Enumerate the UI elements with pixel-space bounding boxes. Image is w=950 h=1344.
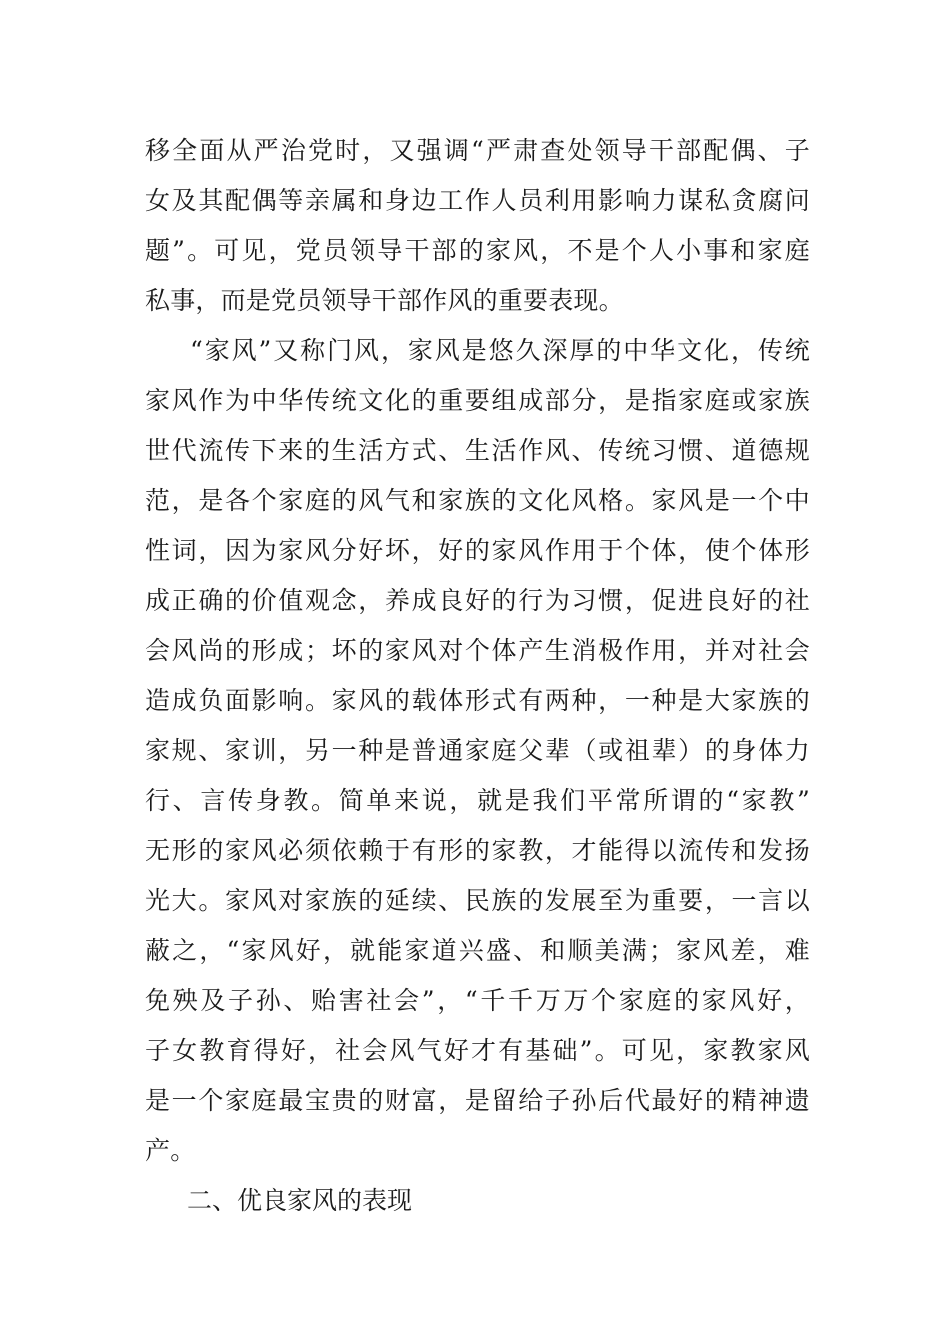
- paragraph-line: 蔽之，“家风好，就能家道兴盛、和顺美满；家风差，难: [145, 936, 810, 965]
- paragraph-line: 产。: [145, 1136, 196, 1165]
- paragraph-line: 成正确的价值观念，养成良好的行为习惯，促进良好的社: [145, 586, 810, 615]
- paragraph-line: 家规、家训，另一种是普通家庭父辈（或祖辈）的身体力: [145, 736, 810, 765]
- paragraph-line: 会风尚的形成；坏的家风对个体产生消极作用，并对社会: [145, 636, 810, 665]
- paragraph-line: 光大。家风对家族的延续、民族的发展至为重要，一言以: [145, 886, 810, 915]
- paragraph-line: 移全面从严治党时，又强调“严肃查处领导干部配偶、子: [145, 136, 810, 165]
- section-heading: 二、优良家风的表现: [187, 1186, 413, 1215]
- paragraph-line: 造成负面影响。家风的载体形式有两种，一种是大家族的: [145, 686, 810, 715]
- paragraph-line: 家风作为中华传统文化的重要组成部分，是指家庭或家族: [145, 386, 810, 415]
- paragraph-line: 是一个家庭最宝贵的财富，是留给子孙后代最好的精神遗: [145, 1086, 810, 1115]
- paragraph-line: 题”。可见，党员领导干部的家风，不是个人小事和家庭: [145, 236, 810, 265]
- paragraph-line: 世代流传下来的生活方式、生活作风、传统习惯、道德规: [145, 436, 810, 465]
- paragraph-line: 女及其配偶等亲属和身边工作人员利用影响力谋私贪腐问: [145, 186, 810, 215]
- paragraph-line: 私事，而是党员领导干部作风的重要表现。: [145, 286, 624, 315]
- paragraph-line: 子女教育得好，社会风气好才有基础”。可见，家教家风: [145, 1036, 810, 1065]
- body-text: [145, 126, 810, 1226]
- paragraph-line: 行、言传身教。简单来说，就是我们平常所谓的“家教”: [145, 786, 810, 815]
- paragraph-line: 免殃及子孙、贻害社会”，“千千万万个家庭的家风好，: [145, 986, 810, 1015]
- paragraph-1: [145, 126, 810, 326]
- paragraph-line: “家风”又称门风，家风是悠久深厚的中华文化，传统: [190, 336, 810, 365]
- paragraph-line: 性词，因为家风分好坏，好的家风作用于个体，使个体形: [145, 536, 810, 565]
- paragraph-line: 范，是各个家庭的风气和家族的文化风格。家风是一个中: [145, 486, 810, 515]
- paragraph-2: [145, 326, 810, 1176]
- paragraph-line: 无形的家风必须依赖于有形的家教，才能得以流传和发扬: [145, 836, 810, 865]
